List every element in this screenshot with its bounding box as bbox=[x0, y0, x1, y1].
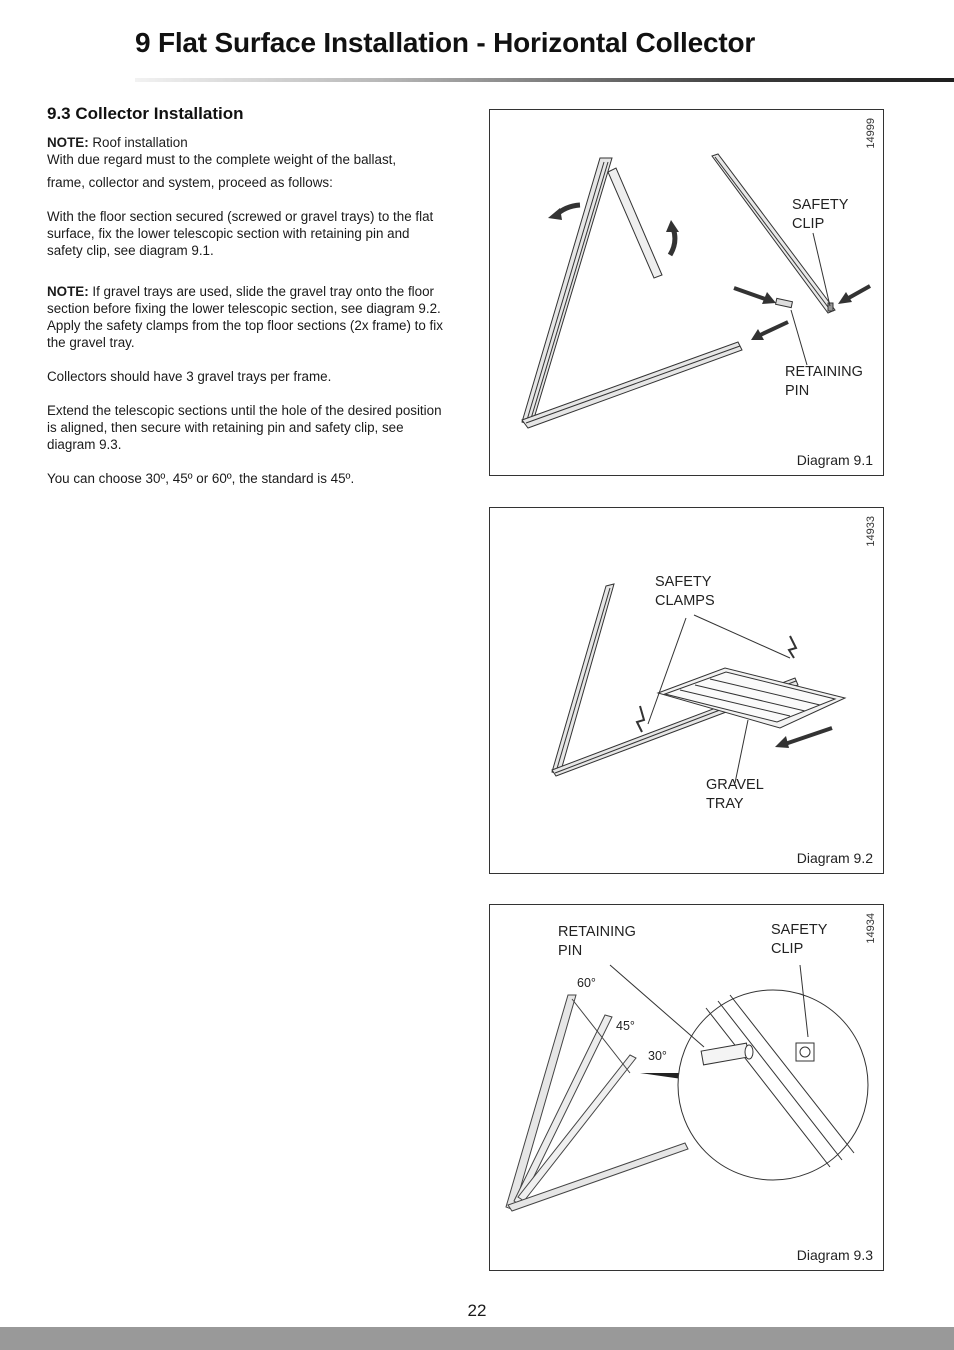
title-rule bbox=[135, 78, 954, 82]
page-title: 9 Flat Surface Installation - Horizontal Collector bbox=[135, 27, 756, 58]
paragraph-weight-a: With due regard must to the complete weight of the ballast, bbox=[47, 152, 397, 167]
paragraph-extend-sections: Extend the telescopic sections until the hole of the desired position is aligned, then secure with retaining pin and safety clip, see diagram 9.3. bbox=[47, 403, 442, 452]
note-label: NOTE: bbox=[47, 284, 89, 299]
reference-number: 14934 bbox=[865, 913, 877, 944]
reference-number: 14999 bbox=[865, 118, 877, 149]
diagram-caption: Diagram 9.1 bbox=[796, 452, 873, 468]
diagram-9-3-drawing bbox=[490, 905, 885, 1272]
note-text: If gravel trays are used, slide the gravel tray onto the floor section before fixing the lower telescopic section, see diagram 9.2. bbox=[47, 284, 441, 316]
note-label: NOTE: bbox=[47, 135, 89, 150]
diagram-9-2-drawing bbox=[490, 508, 885, 875]
label-safety-clip: SAFETY CLIP bbox=[771, 922, 828, 957]
paragraph-angle-choice: You can choose 30º, 45º or 60º, the standard is 45º. bbox=[47, 471, 355, 486]
diagram-9-1-drawing bbox=[490, 110, 885, 477]
label-retaining-pin: RETAINING PIN bbox=[558, 924, 636, 959]
angle-30-label: 30° bbox=[648, 1049, 667, 1063]
paragraph-weight-b: frame, collector and system, proceed as follows: bbox=[47, 175, 333, 190]
diagram-9-3 bbox=[489, 904, 884, 1271]
reference-number: 14933 bbox=[865, 516, 877, 547]
angle-60-label: 60° bbox=[577, 976, 596, 990]
diagram-caption: Diagram 9.3 bbox=[796, 1247, 873, 1263]
note-roof bbox=[47, 134, 447, 151]
page-number: 22 bbox=[467, 1301, 487, 1320]
footer-bar bbox=[0, 1327, 954, 1350]
instructions-text bbox=[47, 134, 447, 487]
diagram-9-1 bbox=[489, 109, 884, 476]
paragraph-gravel-count: Collectors should have 3 gravel trays per frame. bbox=[47, 369, 332, 384]
diagram-9-2 bbox=[489, 507, 884, 874]
label-gravel-tray: GRAVEL TRAY bbox=[706, 777, 764, 812]
section-heading: 9.3 Collector Installation bbox=[47, 104, 244, 123]
angle-45-label: 45° bbox=[616, 1019, 635, 1033]
label-safety-clamps: SAFETY CLAMPS bbox=[655, 574, 715, 609]
paragraph-safety-clamps: Apply the safety clamps from the top floor sections (2x frame) to fix the gravel tray. bbox=[47, 318, 443, 350]
note-gravel-trays bbox=[47, 283, 447, 317]
label-retaining-pin: RETAINING PIN bbox=[785, 364, 863, 399]
diagram-caption: Diagram 9.2 bbox=[796, 850, 873, 866]
label-safety-clip: SAFETY CLIP bbox=[792, 197, 849, 232]
paragraph-floor-section: With the floor section secured (screwed or gravel trays) to the flat surface, fix the lower telescopic section with retaining pin and safety clip, see diagram 9.1. bbox=[47, 209, 434, 258]
note-text: Roof installation bbox=[88, 135, 188, 150]
